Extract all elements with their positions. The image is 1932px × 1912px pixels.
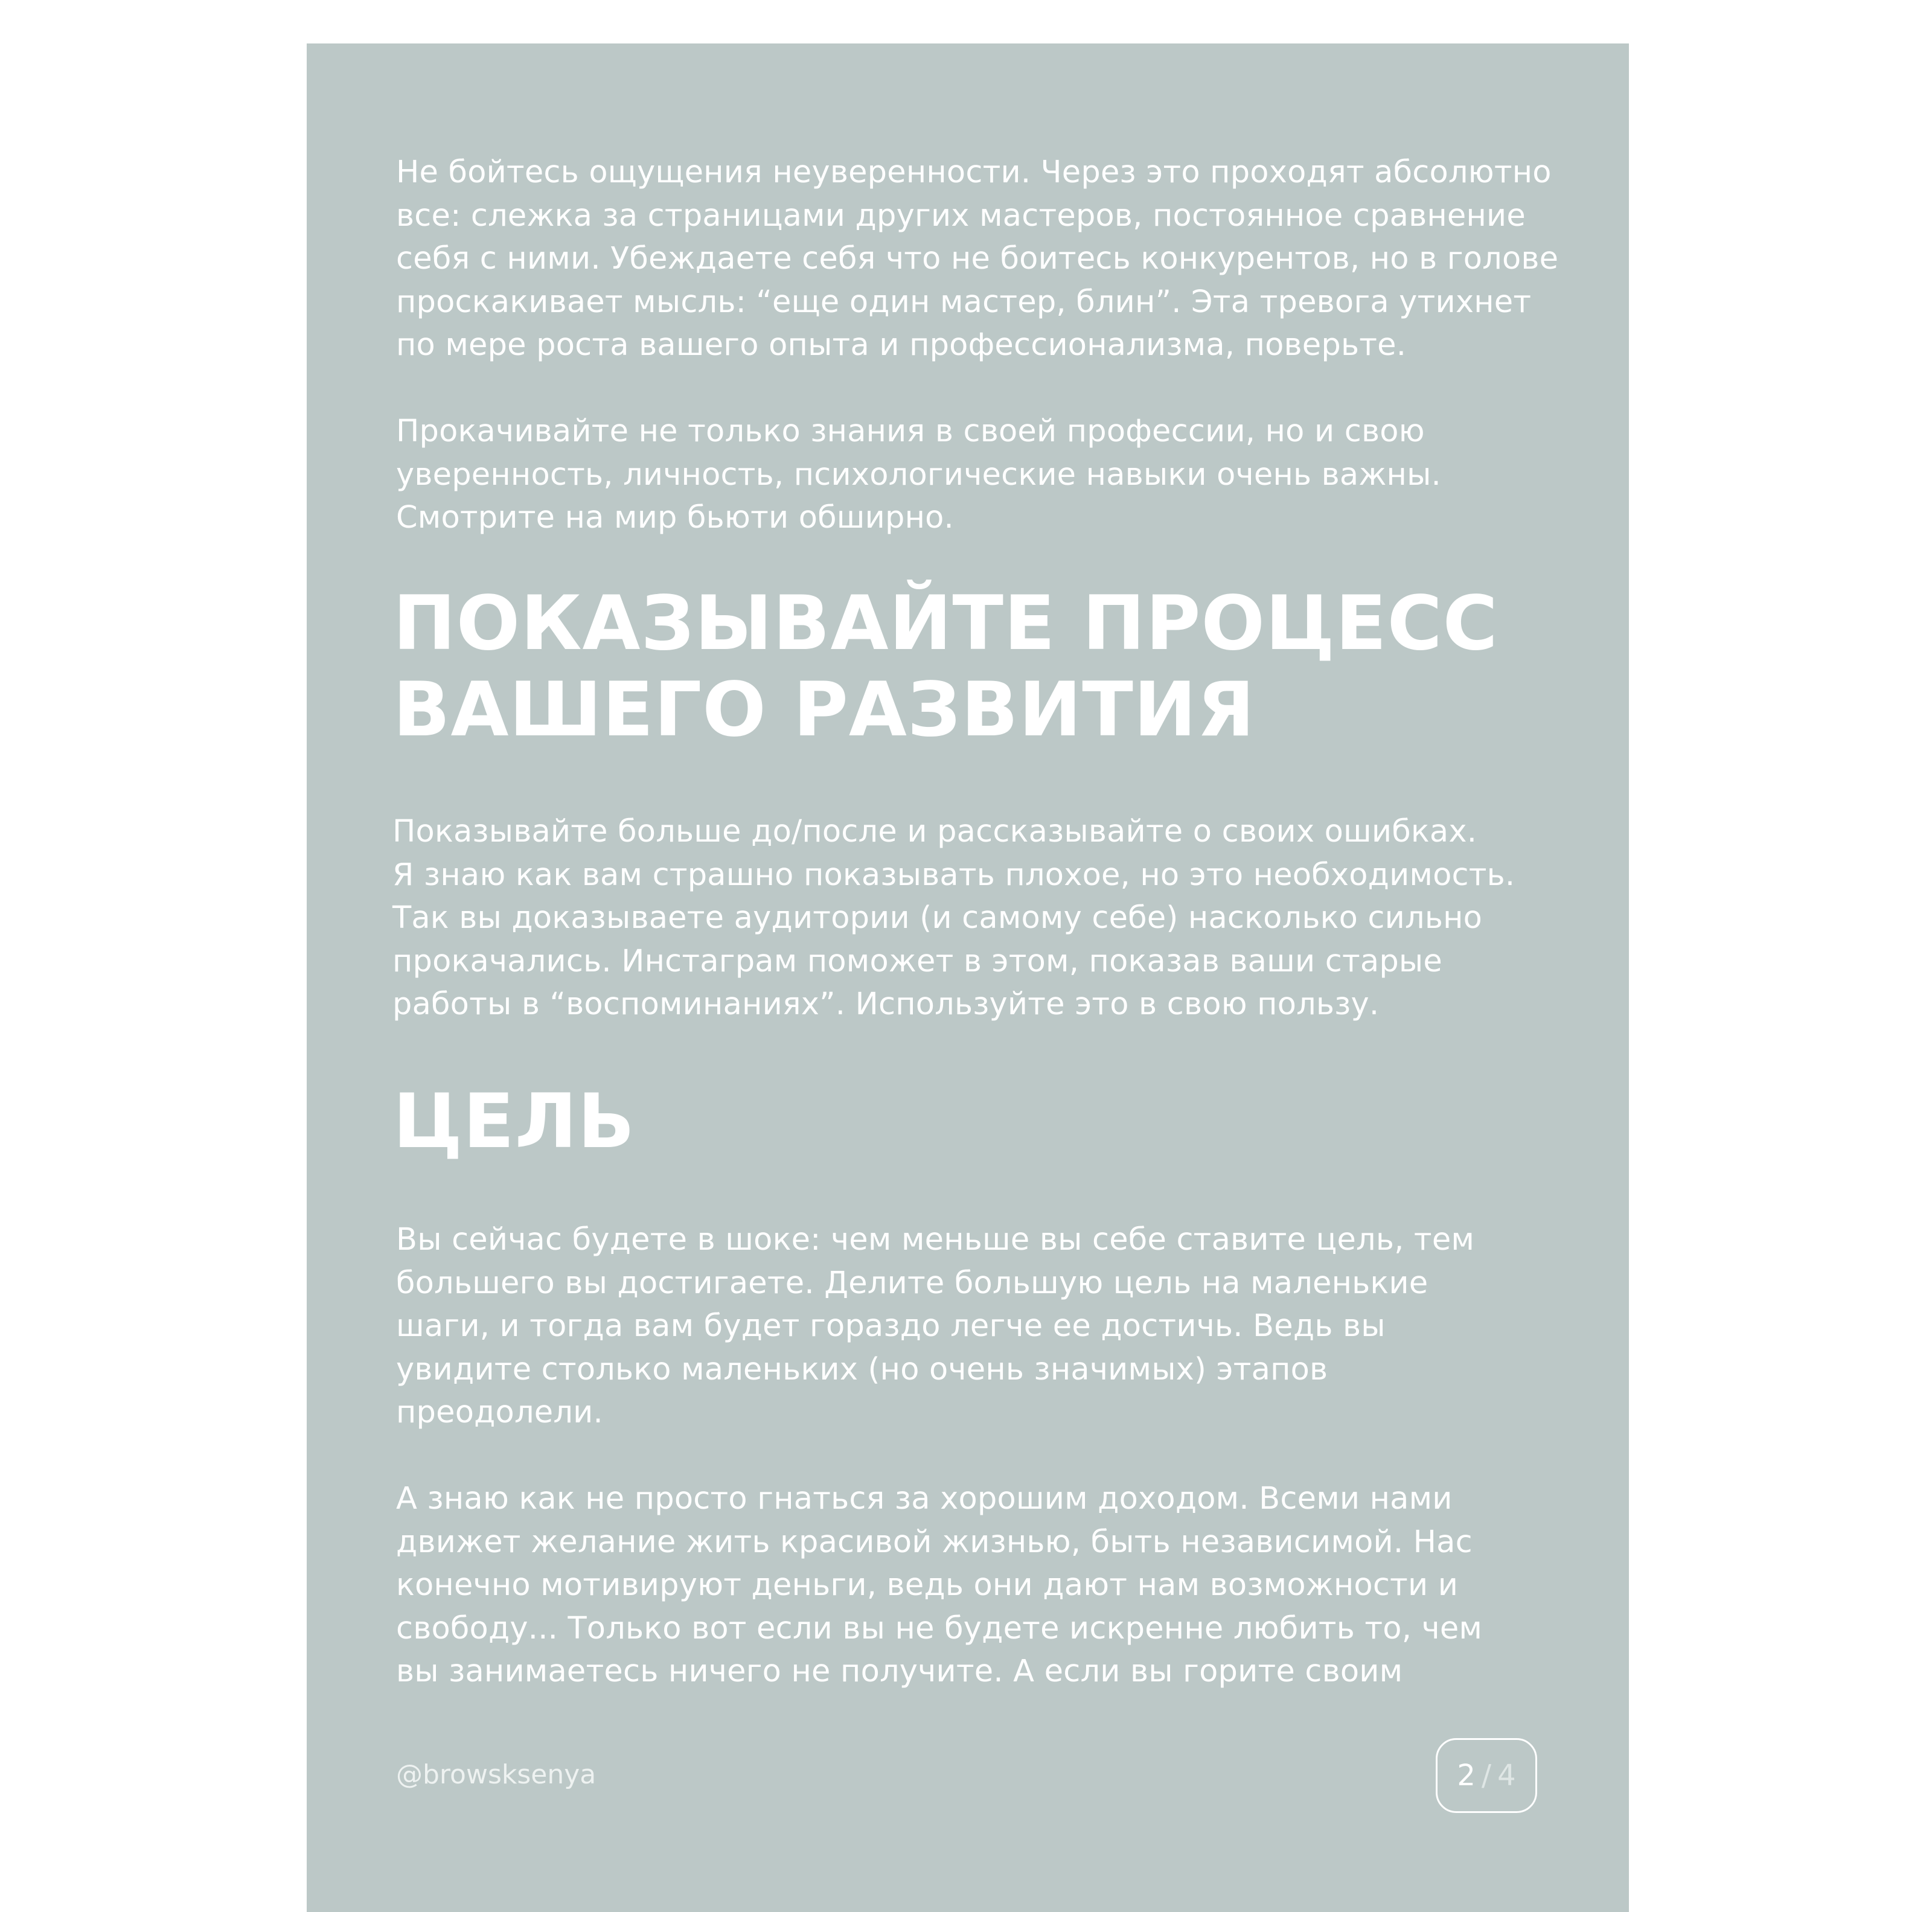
text-line: работы в “воспоминаниях”. Используйте это в свою пользу. — [392, 986, 1380, 1022]
text-line: прокачались. Инстаграм поможет в этом, показав ваши старые — [392, 943, 1442, 979]
text-line: Так вы доказываете аудитории (и самому себе) насколько сильно — [392, 900, 1483, 936]
text-line: Я знаю как вам страшно показывать плохое, но это необходимость. — [392, 857, 1515, 893]
page-total: 4 — [1497, 1759, 1516, 1792]
heading-goal — [393, 1079, 635, 1165]
text-line: себя с ними. Убеждаете себя что не боитесь конкурентов, но в голове — [396, 241, 1559, 277]
text-line: конечно мотивируют деньги, ведь они дают нам возможности и — [396, 1567, 1459, 1603]
text-line: Не бойтесь ощущения неуверенности. Через это проходят абсолютно — [396, 155, 1552, 190]
heading-line: ПОКАЗЫВАЙТЕ ПРОЦЕСС — [393, 580, 1499, 667]
text-line: уверенность, личность, психологические навыки очень важны. — [396, 456, 1441, 493]
text-line: Смотрите на мир бьюти обширно. — [396, 500, 954, 536]
text-line: по мере роста вашего опыта и профессионализма, поверьте. — [396, 327, 1407, 363]
author-handle: @browsksenya — [396, 1759, 597, 1790]
page-indicator — [1436, 1738, 1537, 1813]
text-line: проскакивает мысль: “еще один мастер, блин”. Эта тревога утихнет — [396, 284, 1532, 320]
paragraph-before-after — [392, 810, 1515, 1026]
paragraph-skills — [396, 410, 1441, 540]
text-line: движет желание жить красивой жизнью, быть независимой. Нас — [396, 1524, 1473, 1560]
paragraph-income — [396, 1477, 1482, 1693]
text-line: увидите столько маленьких (но очень значимых) этапов — [396, 1351, 1328, 1387]
text-line: большего вы достигаете. Делите большую цель на маленькие — [396, 1265, 1428, 1301]
text-line: свободу... Только вот если вы не будете искренне любить то, чем — [396, 1610, 1483, 1646]
page-current: 2 — [1457, 1759, 1476, 1792]
paragraph-goal — [396, 1218, 1474, 1434]
document-page — [307, 43, 1629, 1912]
text-line: Вы сейчас будете в шоке: чем меньше вы себе ставите цель, тем — [396, 1222, 1475, 1258]
text-line: шаги, и тогда вам будет гораздо легче ее достичь. Ведь вы — [396, 1308, 1386, 1344]
text-line: А знаю как не просто гнаться за хорошим доходом. Всеми нами — [396, 1481, 1453, 1517]
paragraph-uncertainty — [396, 151, 1558, 367]
text-line: Показывайте больше до/после и рассказывайте о своих ошибках. — [392, 814, 1477, 849]
page-separator: / — [1481, 1759, 1492, 1792]
text-line: вы занимаетесь ничего не получите. А если вы горите своим — [396, 1654, 1403, 1689]
heading-line: ВАШЕГО РАЗВИТИЯ — [393, 667, 1256, 753]
text-line: преодолели. — [396, 1395, 603, 1430]
heading-line: ЦЕЛЬ — [393, 1078, 636, 1165]
text-line: все: слежка за страницами других мастеров, постоянное сравнение — [396, 197, 1526, 234]
text-line: Прокачивайте не только знания в своей профессии, но и свою — [396, 414, 1425, 449]
heading-show-progress — [393, 581, 1499, 753]
